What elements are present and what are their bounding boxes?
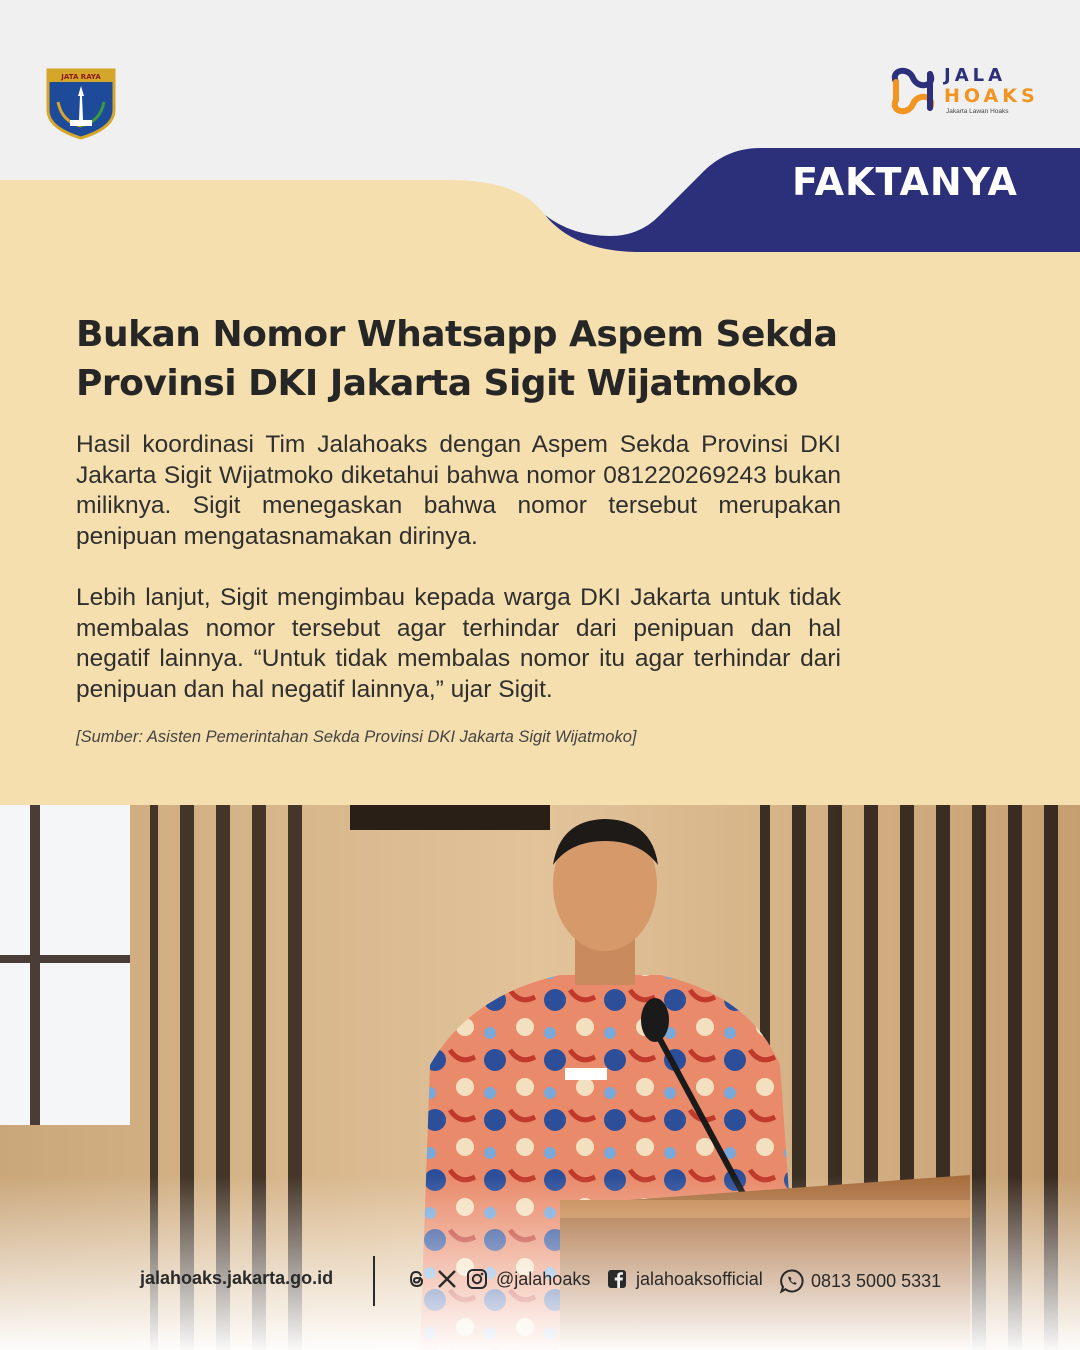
website-link[interactable]: jalahoaks.jakarta.go.id — [140, 1268, 334, 1288]
article-source: [Sumber: Asisten Pemerintahan Sekda Provinsi DKI Jakarta Sigit Wijatmoko] — [76, 728, 637, 746]
footer — [0, 1250, 1080, 1320]
instagram-icon[interactable] — [466, 1268, 488, 1290]
whatsapp-number: 0813 5000 5331 — [811, 1270, 942, 1291]
svg-text:JATA RAYA: JATA RAYA — [61, 73, 101, 81]
social-handle[interactable]: @jalahoaks — [496, 1268, 591, 1289]
whatsapp-link[interactable] — [779, 1268, 941, 1294]
footer-divider — [373, 1256, 375, 1306]
threads-icon[interactable] — [406, 1268, 428, 1290]
facebook-handle: jalahoaksofficial — [636, 1268, 763, 1289]
brand-jala: JALA — [944, 65, 1007, 86]
article-paragraph-1: Hasil koordinasi Tim Jalahoaks dengan Aspem Sekda Provinsi DKI Jakarta Sigit Wijatmoko diketahui bahwa nomor 081220269243 bukan miliknya. Sigit menegaskan bahwa nomor tersebut merupakan penipuan mengatasnamakan dirinya. — [76, 431, 841, 550]
brand-tagline: Jakarta Lawan Hoaks — [946, 108, 1009, 115]
facebook-icon — [606, 1268, 628, 1290]
whatsapp-icon — [779, 1268, 805, 1294]
x-icon[interactable] — [436, 1268, 458, 1290]
brand-hoaks: HOAKS — [944, 85, 1039, 107]
facebook-link[interactable] — [606, 1268, 763, 1290]
article-paragraph-2: Lebih lanjut, Sigit mengimbau kepada warga DKI Jakarta untuk tidak membalas nomor tersebut agar terhindar dari penipuan dan hal negatif lainnya. “Untuk tidak membalas nomor itu agar terhindar dari penipuan dan hal negatif lainnya,” ujar Sigit. — [76, 584, 841, 703]
article-title: Bukan Nomor Whatsapp Aspem Sekda Provinsi DKI Jakarta Sigit Wijatmoko — [76, 314, 838, 404]
social-links — [406, 1268, 590, 1290]
faktanya-badge: FAKTANYA — [792, 160, 1018, 204]
